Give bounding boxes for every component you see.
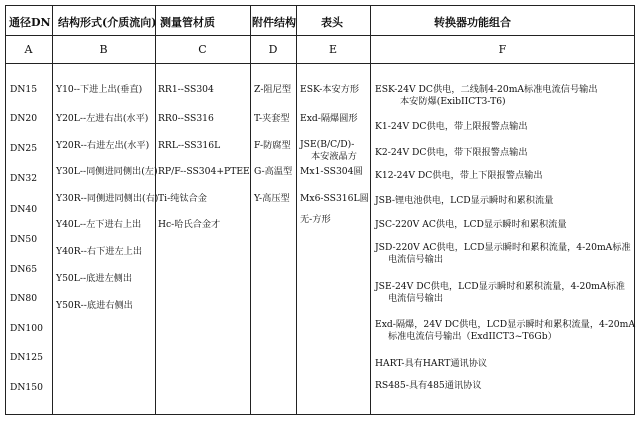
dn-item: DN100 bbox=[10, 323, 43, 334]
dn-item: DN20 bbox=[10, 113, 38, 124]
dn-item: DN40 bbox=[10, 204, 38, 215]
col-divider-e bbox=[370, 5, 371, 415]
dn-item: DN32 bbox=[10, 173, 38, 184]
function-item: JSD-220V AC供电，LCD显示瞬时和累积流量，4-20mA标准 bbox=[375, 242, 631, 253]
function-item: JSC-220V AC供电，LCD显示瞬时和累积流量 bbox=[375, 219, 567, 230]
accessory-item: Y-高压型 bbox=[254, 193, 290, 204]
header-divider bbox=[5, 35, 635, 36]
col-divider-d bbox=[296, 5, 297, 415]
material-item: Hc-哈氏合金才 bbox=[158, 219, 221, 230]
function-item-continued: 标准电流信号输出（ExdIICT3~T6Gb） bbox=[388, 331, 557, 342]
spec-table bbox=[5, 5, 635, 415]
material-item: RR0--SS316 bbox=[158, 113, 214, 124]
structure-item: Y40L--左下进右上出 bbox=[56, 219, 142, 230]
head-item: 无-方形 bbox=[300, 214, 331, 225]
function-item: JSE-24V DC供电，LCD显示瞬时和累积流量，4-20mA标准 bbox=[375, 281, 625, 292]
col-divider-b bbox=[155, 5, 156, 415]
head-item-continued: 本安液晶方 bbox=[311, 151, 357, 162]
dn-item: DN65 bbox=[10, 264, 38, 275]
function-item: ESK-24V DC供电，二线制4-20mA标准电流信号输出 bbox=[375, 84, 598, 95]
structure-item: Y20L--左进右出(水平) bbox=[56, 113, 149, 124]
structure-item: Y50R--底进右侧出 bbox=[56, 300, 133, 311]
structure-item: Y40R--右下进左上出 bbox=[56, 246, 143, 257]
col-divider-c bbox=[250, 5, 251, 415]
letter-a: A bbox=[24, 43, 33, 56]
col-divider-a bbox=[52, 5, 53, 415]
header-material: 测量管材质 bbox=[160, 16, 215, 29]
function-item: JSB-锂电池供电，LCD显示瞬时和累积流量 bbox=[375, 195, 554, 206]
function-item: K1-24V DC供电，带上限报警点输出 bbox=[375, 121, 528, 132]
structure-item: Y30L--同侧进同侧出(左) bbox=[56, 166, 158, 177]
accessory-item: F-防腐型 bbox=[254, 140, 291, 151]
head-item: Exd-隔爆圆形 bbox=[300, 113, 358, 124]
header-accessory: 附件结构 bbox=[252, 16, 296, 29]
material-item: RRL--SS316L bbox=[158, 140, 221, 151]
header-converter: 转换器功能组合 bbox=[434, 16, 511, 29]
material-item: RR1--SS304 bbox=[158, 84, 214, 95]
function-item-continued: 电流信号输出 bbox=[388, 293, 444, 304]
accessory-item: G-高温型 bbox=[254, 166, 293, 177]
header-structure: 结构形式(介质流向) bbox=[58, 16, 157, 29]
head-item: JSE(B/C/D)- bbox=[300, 139, 355, 150]
head-item: Mx1-SS304圆 bbox=[300, 166, 363, 177]
letter-e: E bbox=[328, 43, 338, 56]
dn-item: DN15 bbox=[10, 84, 38, 95]
dn-item: DN150 bbox=[10, 382, 43, 393]
accessory-item: T-夹套型 bbox=[254, 113, 290, 124]
dn-item: DN80 bbox=[10, 293, 38, 304]
header-dn: 通径DN bbox=[9, 16, 51, 29]
dn-item: DN125 bbox=[10, 352, 43, 363]
function-item-continued: 本安防爆(ExibIICT3-T6) bbox=[400, 96, 506, 107]
dn-item: DN25 bbox=[10, 143, 38, 154]
function-item: RS485-具有485通讯协议 bbox=[375, 380, 482, 391]
letter-f: F bbox=[498, 43, 507, 56]
material-item: RP/F--SS304+PTEE bbox=[158, 166, 250, 177]
letter-d: D bbox=[268, 43, 278, 56]
structure-item: Y30R--同侧进同侧出(右) bbox=[56, 193, 159, 204]
material-item: Ti-纯钛合金 bbox=[158, 193, 207, 204]
accessory-item: Z-阻尼型 bbox=[254, 84, 292, 95]
function-item: Exd-隔爆，24V DC供电，LCD显示瞬时和累积流量，4-20mA bbox=[375, 319, 635, 330]
function-item: K12-24V DC供电，带上下限报警点输出 bbox=[375, 170, 543, 181]
dn-item: DN50 bbox=[10, 234, 38, 245]
letter-divider bbox=[5, 63, 635, 64]
letter-c: C bbox=[198, 43, 207, 56]
structure-item: Y20R--右进左出(水平) bbox=[56, 140, 150, 151]
function-item: K2-24V DC供电，带下限报警点输出 bbox=[375, 147, 528, 158]
function-item: HART-具有HART通讯协议 bbox=[375, 358, 488, 369]
head-item: Mx6-SS316L圆 bbox=[300, 193, 369, 204]
structure-item: Y10--下进上出(垂直) bbox=[56, 84, 143, 95]
structure-item: Y50L--底进左侧出 bbox=[56, 273, 133, 284]
letter-b: B bbox=[99, 43, 108, 56]
header-head: 表头 bbox=[321, 16, 343, 29]
function-item-continued: 电流信号输出 bbox=[388, 254, 444, 265]
head-item: ESK-本安方形 bbox=[300, 84, 360, 95]
